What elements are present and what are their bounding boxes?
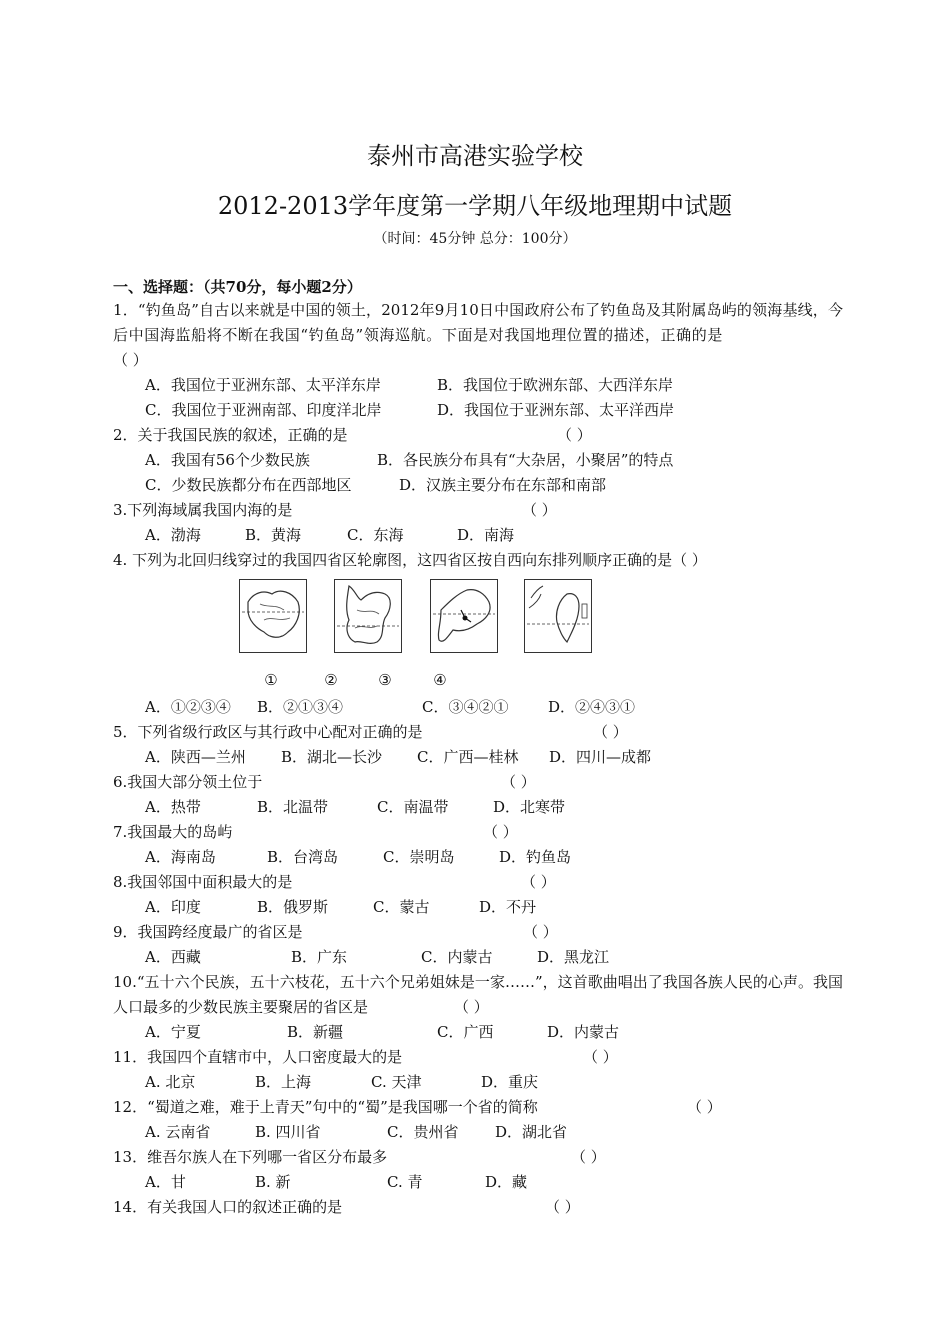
question-options <box>113 473 843 498</box>
question-4 <box>113 548 843 573</box>
option: C．内蒙古 <box>421 948 493 966</box>
question-10 <box>113 970 843 1020</box>
question-11 <box>113 1045 843 1070</box>
question-options <box>113 1020 843 1045</box>
answer-bracket: （ ） <box>583 1048 618 1066</box>
map-guangdong <box>430 579 498 653</box>
option: D．四川—成都 <box>549 748 652 766</box>
answer-bracket: （ ） <box>523 923 558 941</box>
answer-bracket: （ ） <box>687 1098 722 1116</box>
answer-bracket: （ ） <box>557 426 592 444</box>
option: D．南海 <box>457 526 515 544</box>
question-stem: 11．我国四个直辖市中，人口密度最大的是 <box>113 1048 403 1066</box>
option: C．③④②① <box>422 698 509 716</box>
option: A．①②③④ <box>145 698 231 716</box>
question-3 <box>113 498 843 523</box>
question-options <box>113 695 843 720</box>
option: B. 新 <box>255 1173 291 1191</box>
option: A．我国位于亚洲东部、太平洋东岸 <box>145 376 381 394</box>
option: D．汉族主要分布在东部和南部 <box>399 476 607 494</box>
question-12 <box>113 1095 843 1120</box>
question-stem: 2．关于我国民族的叙述，正确的是 <box>113 426 348 444</box>
option: A. 北京 <box>145 1073 196 1091</box>
option: A．西藏 <box>145 948 201 966</box>
option: C．广西 <box>437 1023 494 1041</box>
question-stem: 3.下列海域属我国内海的是 <box>113 501 293 519</box>
answer-bracket: （ ） <box>521 873 556 891</box>
option: A．陕西—兰州 <box>145 748 246 766</box>
question-stem: 9．我国跨经度最广的省区是 <box>113 923 303 941</box>
question-8 <box>113 870 843 895</box>
option: B．广东 <box>291 948 348 966</box>
question-stem: 14．有关我国人口的叙述正确的是 <box>113 1198 343 1216</box>
question-options <box>113 845 843 870</box>
question-options <box>113 448 843 473</box>
map-label: ③ <box>378 671 392 689</box>
option: C．少数民族都分布在西部地区 <box>145 476 352 494</box>
option: B．我国位于欧洲东部、大西洋东岸 <box>437 376 674 394</box>
map-taiwan <box>524 579 592 653</box>
question-options <box>113 1070 843 1095</box>
option: A．渤海 <box>145 526 201 544</box>
question-options <box>113 1120 843 1145</box>
option: A．我国有56个少数民族 <box>145 451 310 469</box>
map-guangxi <box>239 579 307 653</box>
answer-bracket: （ ） <box>571 1148 606 1166</box>
answer-bracket: （ ） <box>113 351 148 369</box>
answer-bracket: （ ） <box>545 1198 580 1216</box>
option: B. 四川省 <box>255 1123 321 1141</box>
option: C．我国位于亚洲南部、印度洋北岸 <box>145 401 382 419</box>
answer-bracket: （ ） <box>454 998 489 1016</box>
option: B．黄海 <box>245 526 302 544</box>
question-stem: 6.我国大部分领土位于 <box>113 773 263 791</box>
question-stem: 5．下列省级行政区与其行政中心配对正确的是 <box>113 723 423 741</box>
question-stem: 10.“五十六个民族，五十六枝花，五十六个兄弟姐妹是一家……”，这首歌曲唱出了我国各族人民的心声。我国人口最多的少数民族主要聚居的省区是 <box>113 973 843 1016</box>
question-2 <box>113 423 843 448</box>
question-stem: 4. 下列为北回归线穿过的我国四省区轮廓图，这四省区按自西向东排列顺序正确的是（ ） <box>113 551 707 569</box>
option: C. 青 <box>387 1173 423 1191</box>
option: D．黑龙江 <box>537 948 610 966</box>
question-stem: 1．“钓鱼岛”自古以来就是中国的领土，2012年9月10日中国政府公布了钓鱼岛及其附属岛屿的领海基线，今后中国海监船将不断在我国“钓鱼岛”领海巡航。下面是对我国地理位置的描述，正确的是 <box>113 301 843 344</box>
question-1 <box>113 298 843 373</box>
option: D．内蒙古 <box>547 1023 620 1041</box>
question-options <box>113 373 843 398</box>
map-label: ① <box>264 671 278 689</box>
question-13 <box>113 1145 843 1170</box>
question-stem: 12．“蜀道之难，难于上青天”句中的“蜀”是我国哪一个省的简称 <box>113 1098 538 1116</box>
option: B．②①③④ <box>257 698 344 716</box>
question-options <box>113 523 843 548</box>
option: B．湖北—长沙 <box>281 748 383 766</box>
question-list <box>113 298 843 1220</box>
section-title: 一、选择题：（共70分，每小题2分） <box>113 278 362 296</box>
question-7 <box>113 820 843 845</box>
option: D．不丹 <box>479 898 537 916</box>
option: C．蒙古 <box>373 898 430 916</box>
answer-bracket: （ ） <box>483 823 518 841</box>
option: A. 云南省 <box>145 1123 211 1141</box>
option: B．各民族分布具有“大杂居，小聚居”的特点 <box>377 451 674 469</box>
map-label: ② <box>324 671 338 689</box>
question-stem: 7.我国最大的岛屿 <box>113 823 233 841</box>
question-options <box>113 398 843 423</box>
question-5 <box>113 720 843 745</box>
exam-meta: （时间：45分钟 总分：100分） <box>373 231 577 247</box>
option: D．藏 <box>485 1173 528 1191</box>
option: C．广西—桂林 <box>417 748 519 766</box>
option: C．东海 <box>347 526 404 544</box>
province-maps <box>113 575 843 695</box>
question-options <box>113 945 843 970</box>
map-yunnan <box>334 579 402 653</box>
option: B．俄罗斯 <box>257 898 329 916</box>
school-name: 泰州市高港实验学校 <box>367 142 583 170</box>
question-options <box>113 895 843 920</box>
option: C．南温带 <box>377 798 449 816</box>
option: D．我国位于亚洲东部、太平洋西岸 <box>437 401 675 419</box>
question-options <box>113 795 843 820</box>
option: C．崇明岛 <box>383 848 455 866</box>
option: A．热带 <box>145 798 201 816</box>
answer-bracket: （ ） <box>522 501 557 519</box>
answer-bracket: （ ） <box>501 773 536 791</box>
question-stem: 8.我国邻国中面积最大的是 <box>113 873 293 891</box>
option: D．重庆 <box>481 1073 539 1091</box>
question-9 <box>113 920 843 945</box>
option: B．北温带 <box>257 798 329 816</box>
question-options <box>113 745 843 770</box>
option: C．贵州省 <box>387 1123 459 1141</box>
question-options <box>113 1170 843 1195</box>
option: D．钓鱼岛 <box>499 848 572 866</box>
option: B．台湾岛 <box>267 848 339 866</box>
option: D．湖北省 <box>495 1123 568 1141</box>
option: A．海南岛 <box>145 848 216 866</box>
answer-bracket: （ ） <box>593 723 628 741</box>
question-14 <box>113 1195 843 1220</box>
option: A．宁夏 <box>145 1023 201 1041</box>
option: D．②④③① <box>548 698 636 716</box>
question-6 <box>113 770 843 795</box>
question-stem: 13．维吾尔族人在下列哪一省区分布最多 <box>113 1148 388 1166</box>
option: A．甘 <box>145 1173 186 1191</box>
option: D．北寒带 <box>493 798 566 816</box>
map-label: ④ <box>433 671 447 689</box>
exam-title: 2012-2013学年度第一学期八年级地理期中试题 <box>217 192 733 220</box>
option: B．上海 <box>255 1073 312 1091</box>
option: A．印度 <box>145 898 201 916</box>
option: C. 天津 <box>371 1073 422 1091</box>
option: B．新疆 <box>287 1023 344 1041</box>
